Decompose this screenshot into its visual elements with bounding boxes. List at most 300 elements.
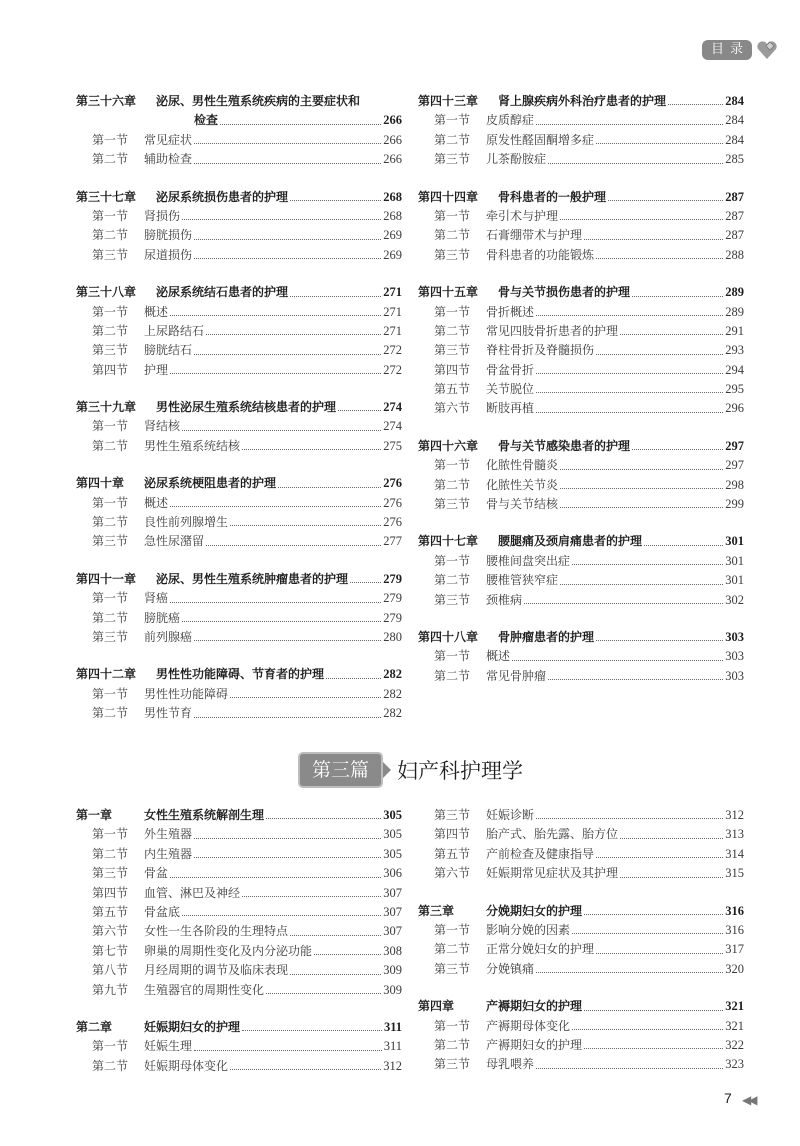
page-ref: 272 — [383, 362, 402, 377]
chapter-number: 第四十一章 — [76, 571, 137, 586]
chapter-row — [418, 902, 744, 921]
page-ref: 271 — [383, 304, 402, 319]
leader-dots — [536, 373, 723, 374]
chapter-number: 第四十六章 — [418, 438, 479, 453]
section-number: 第一节 — [434, 113, 471, 128]
section-row — [418, 1055, 744, 1074]
leader-dots — [170, 315, 381, 316]
leader-dots — [242, 449, 381, 450]
page-ref: 301 — [725, 534, 744, 549]
chapter-title: 泌尿系统梗阻患者的护理 — [144, 476, 277, 491]
section-title: 分娩镇痛 — [486, 961, 535, 976]
section-number: 第二节 — [92, 706, 129, 721]
page-ref: 307 — [383, 885, 402, 900]
section-number: 第二节 — [92, 1058, 129, 1073]
chapter-title: 男性性功能障碍、节育者的护理 — [156, 667, 325, 682]
toc-chapter — [76, 474, 402, 552]
chapter-title: 男性泌尿生殖系统结核患者的护理 — [156, 400, 337, 415]
section-row — [418, 456, 744, 475]
chapter-title: 泌尿系统结石患者的护理 — [156, 285, 289, 300]
section-number: 第一节 — [434, 553, 471, 568]
leader-dots — [536, 818, 723, 819]
section-row — [76, 131, 402, 150]
leader-dots — [170, 602, 381, 603]
page-ref: 311 — [383, 1039, 402, 1054]
section-row — [418, 322, 744, 341]
section-number: 第一节 — [92, 686, 129, 701]
section-title: 产褥期妇女的护理 — [486, 1037, 583, 1052]
section-title: 妊娠期常见症状及其护理 — [486, 866, 619, 881]
page-ref: 303 — [725, 668, 744, 683]
page-ref: 274 — [383, 400, 402, 415]
chapter-title: 泌尿系统损伤患者的护理 — [156, 189, 289, 204]
section-row — [418, 591, 744, 610]
section-title: 卵巢的周期性变化及内分泌功能 — [144, 943, 313, 958]
section-row — [76, 884, 402, 903]
section-row — [418, 226, 744, 245]
leader-dots — [536, 1068, 723, 1069]
section-number: 第五节 — [92, 904, 129, 919]
section-title: 石膏绷带术与护理 — [486, 228, 583, 243]
page-ref: 315 — [725, 866, 744, 881]
section-title: 原发性醛固酮增多症 — [486, 132, 595, 147]
section-title: 护理 — [144, 362, 169, 377]
page-ref: 271 — [383, 323, 402, 338]
page-ref: 282 — [383, 706, 402, 721]
toc-chapter — [418, 997, 744, 1075]
section-number: 第二节 — [434, 942, 471, 957]
section-row — [418, 495, 744, 514]
section-row — [76, 150, 402, 169]
chapter-title: 骨与关节损伤患者的护理 — [498, 285, 631, 300]
leader-dots — [182, 621, 381, 622]
chapter-row — [418, 997, 744, 1016]
page-ref: 284 — [725, 93, 744, 108]
toc-chapter — [76, 570, 402, 648]
leader-dots — [290, 935, 381, 936]
section-row — [76, 1037, 402, 1056]
section-row — [418, 207, 744, 226]
section-number: 第五节 — [434, 382, 471, 397]
section-number: 第六节 — [434, 866, 471, 881]
section-row — [418, 150, 744, 169]
toc-chapter — [418, 188, 744, 266]
toc-column-top-left — [76, 92, 402, 742]
page-ref: 279 — [383, 610, 402, 625]
page-number: 7 — [724, 1090, 732, 1106]
chapter-title: 骨科患者的一般护理 — [498, 189, 607, 204]
section-number: 第二节 — [434, 323, 471, 338]
leader-dots — [596, 258, 723, 259]
part-heading — [298, 752, 523, 788]
chapter-number: 第一章 — [76, 807, 113, 822]
section-title: 月经周期的调节及临床表现 — [144, 963, 289, 978]
chapter-number: 第四十三章 — [418, 93, 479, 108]
leader-dots — [596, 953, 723, 954]
page-ref: 295 — [725, 382, 744, 397]
chapter-number: 第四十七章 — [418, 534, 479, 549]
section-title: 急性尿潴留 — [144, 534, 205, 549]
chapter-row — [418, 283, 744, 302]
section-row — [76, 341, 402, 360]
page-ref: 321 — [725, 999, 744, 1014]
section-row — [76, 207, 402, 226]
leader-dots — [170, 506, 381, 507]
part-label: 第三篇 — [298, 752, 383, 788]
section-row — [76, 417, 402, 436]
page-ref: 279 — [383, 571, 402, 586]
section-number: 第八节 — [92, 963, 129, 978]
toc-column-top-right — [418, 92, 744, 704]
page-ref: 314 — [725, 846, 744, 861]
page-ref: 313 — [725, 827, 744, 842]
part-name: 妇产科护理学 — [397, 759, 524, 783]
section-number: 第三节 — [92, 866, 129, 881]
page-ref: 307 — [383, 924, 402, 939]
chapter-number: 第三十九章 — [76, 400, 137, 415]
section-title: 常见四肢骨折患者的护理 — [486, 323, 619, 338]
page-ref: 312 — [383, 1058, 402, 1073]
section-title: 上尿路结石 — [144, 323, 205, 338]
section-title: 外生殖器 — [144, 827, 193, 842]
section-row — [418, 380, 744, 399]
page-ref: 287 — [725, 228, 744, 243]
section-title: 颈椎病 — [486, 592, 523, 607]
section-title: 产褥期母体变化 — [486, 1018, 571, 1033]
leader-dots — [536, 315, 723, 316]
section-number: 第四节 — [92, 885, 129, 900]
page-ref: 291 — [725, 323, 744, 338]
page-ref: 282 — [383, 686, 402, 701]
section-title: 血管、淋巴及神经 — [144, 885, 241, 900]
section-row — [418, 845, 744, 864]
section-row — [76, 589, 402, 608]
section-title: 母乳喂养 — [486, 1057, 535, 1072]
leader-dots — [230, 697, 381, 698]
section-title: 妊娠生理 — [144, 1039, 193, 1054]
section-row — [76, 494, 402, 513]
section-row — [76, 864, 402, 883]
leader-dots — [524, 603, 723, 604]
section-number: 第一节 — [92, 208, 129, 223]
chapter-row — [418, 532, 744, 551]
toc-chapter — [76, 806, 402, 1000]
page-ref: 280 — [383, 629, 402, 644]
section-row — [418, 921, 744, 940]
section-row — [418, 131, 744, 150]
section-number: 第五节 — [434, 846, 471, 861]
section-number: 第七节 — [92, 943, 129, 958]
section-number: 第二节 — [92, 610, 129, 625]
section-row — [76, 513, 402, 532]
toc-chapter — [418, 92, 744, 170]
section-number: 第三节 — [434, 152, 471, 167]
page-ref: 268 — [383, 189, 402, 204]
page-ref: 298 — [725, 477, 744, 492]
section-title: 正常分娩妇女的护理 — [486, 942, 595, 957]
chapter-title: 肾上腺疾病外科治疗患者的护理 — [498, 93, 667, 108]
leader-dots — [584, 239, 723, 240]
chapter-row — [76, 806, 402, 825]
page-ref: 301 — [725, 573, 744, 588]
chapter-row — [418, 628, 744, 647]
toc-chapter — [76, 665, 402, 723]
chapter-title: 产褥期妇女的护理 — [486, 999, 583, 1014]
page-ref: 307 — [383, 904, 402, 919]
section-row — [418, 111, 744, 130]
toc-chapter — [418, 902, 744, 980]
section-title: 妊娠诊断 — [486, 807, 535, 822]
section-title: 胎产式、胎先露、胎方位 — [486, 827, 619, 842]
chapter-row — [418, 188, 744, 207]
leader-dots — [512, 660, 723, 661]
page-ref: 323 — [725, 1057, 744, 1072]
section-number: 第三节 — [92, 629, 129, 644]
section-number: 第三节 — [434, 247, 471, 262]
chapter-number: 第四十二章 — [76, 667, 137, 682]
page-ref: 311 — [383, 1019, 402, 1034]
leader-dots — [266, 993, 381, 994]
leader-dots — [230, 1069, 381, 1070]
leader-dots — [290, 296, 381, 297]
leader-dots — [668, 104, 723, 105]
page-ref: 269 — [383, 228, 402, 243]
leader-dots — [620, 877, 723, 878]
chapter-row — [76, 474, 402, 493]
section-title: 内生殖器 — [144, 846, 193, 861]
section-row — [418, 341, 744, 360]
section-number: 第一节 — [434, 1018, 471, 1033]
section-row — [418, 940, 744, 959]
page-ref: 320 — [725, 961, 744, 976]
page-ref: 284 — [725, 113, 744, 128]
section-row — [76, 845, 402, 864]
page-ref: 316 — [725, 903, 744, 918]
page-ref: 274 — [383, 419, 402, 434]
section-number: 第六节 — [92, 924, 129, 939]
page-ref: 305 — [383, 846, 402, 861]
leader-dots — [620, 334, 723, 335]
section-number: 第九节 — [92, 982, 129, 997]
page-ref: 306 — [383, 866, 402, 881]
section-number: 第三节 — [434, 592, 471, 607]
leader-dots — [194, 143, 381, 144]
page-ref: 287 — [725, 189, 744, 204]
toc-column-bottom-right — [418, 806, 744, 1093]
section-title: 常见骨肿瘤 — [486, 668, 547, 683]
section-title: 脊柱骨折及脊髓损伤 — [486, 343, 595, 358]
page-ref: 266 — [383, 152, 402, 167]
section-title: 皮质醇症 — [486, 113, 535, 128]
page-ref: 276 — [383, 495, 402, 510]
section-title: 概述 — [144, 495, 169, 510]
page-ref: 305 — [383, 807, 402, 822]
chapter-number: 第三章 — [418, 903, 455, 918]
chapter-row — [76, 92, 402, 111]
section-row — [418, 1036, 744, 1055]
section-number: 第一节 — [434, 304, 471, 319]
section-number: 第三节 — [92, 247, 129, 262]
section-number: 第三节 — [434, 343, 471, 358]
double-arrow-left-icon: ◀◀ — [742, 1093, 755, 1107]
chapter-title-continued: 检查 — [194, 113, 219, 128]
toc-chapter — [418, 437, 744, 515]
page-ref: 289 — [725, 285, 744, 300]
toc-chapter — [418, 283, 744, 419]
leader-dots — [194, 354, 381, 355]
section-title: 辅助检查 — [144, 152, 193, 167]
chapter-number: 第三十七章 — [76, 189, 137, 204]
leader-dots — [572, 1029, 723, 1030]
section-number: 第三节 — [434, 807, 471, 822]
section-number: 第二节 — [92, 323, 129, 338]
section-number: 第三节 — [92, 343, 129, 358]
leader-dots — [536, 124, 723, 125]
page-ref: 312 — [725, 807, 744, 822]
section-row — [418, 825, 744, 844]
page-ref: 269 — [383, 247, 402, 262]
leader-dots — [596, 640, 723, 641]
leader-dots — [290, 974, 381, 975]
page-ref: 285 — [725, 152, 744, 167]
section-title: 产前检查及健康指导 — [486, 846, 595, 861]
section-number: 第二节 — [434, 573, 471, 588]
leader-dots — [584, 1048, 723, 1049]
section-number: 第三节 — [434, 961, 471, 976]
leader-dots — [536, 392, 723, 393]
chapter-number: 第四十八章 — [418, 629, 479, 644]
section-title: 断肢再植 — [486, 401, 535, 416]
section-row — [76, 825, 402, 844]
section-number: 第二节 — [92, 228, 129, 243]
section-row — [76, 942, 402, 961]
chapter-row — [76, 188, 402, 207]
chapter-row — [76, 1018, 402, 1037]
leader-dots — [278, 487, 381, 488]
section-number: 第一节 — [92, 827, 129, 842]
chapter-row-continued — [76, 111, 402, 130]
leader-dots — [596, 354, 723, 355]
section-title: 常见症状 — [144, 132, 193, 147]
section-title: 肾癌 — [144, 591, 169, 606]
chapter-title: 泌尿、男性生殖系统疾病的主要症状和 — [156, 93, 361, 108]
section-title: 男性生殖系统结核 — [144, 438, 241, 453]
section-number: 第一节 — [434, 458, 471, 473]
toc-chapter — [418, 532, 744, 610]
leader-dots — [536, 412, 723, 413]
page-ref: 288 — [725, 247, 744, 262]
section-row — [76, 685, 402, 704]
section-row — [418, 864, 744, 883]
leader-dots — [242, 896, 381, 897]
toc-header-badge: 目录 — [702, 40, 752, 60]
leader-dots — [194, 857, 381, 858]
page-ref: 296 — [725, 401, 744, 416]
page-ref: 266 — [383, 113, 402, 128]
page-ref: 316 — [725, 922, 744, 937]
chapter-title: 分娩期妇女的护理 — [486, 903, 583, 918]
section-row — [418, 1017, 744, 1036]
section-number: 第一节 — [434, 649, 471, 664]
leader-dots — [242, 1030, 382, 1031]
leader-dots — [194, 163, 381, 164]
leader-dots — [632, 449, 723, 450]
leader-dots — [548, 163, 723, 164]
section-number: 第三节 — [92, 534, 129, 549]
section-title: 膀胱损伤 — [144, 228, 193, 243]
leader-dots — [206, 334, 381, 335]
section-title: 良性前列腺增生 — [144, 515, 229, 530]
section-number: 第一节 — [92, 495, 129, 510]
page-ref: 277 — [383, 534, 402, 549]
section-row — [76, 628, 402, 647]
page-ref: 308 — [383, 943, 402, 958]
section-number: 第一节 — [92, 132, 129, 147]
leader-dots — [182, 219, 381, 220]
section-row — [418, 246, 744, 265]
section-row — [418, 303, 744, 322]
section-row — [76, 532, 402, 551]
page-ref: 287 — [725, 208, 744, 223]
section-row — [418, 960, 744, 979]
page-ref: 282 — [383, 667, 402, 682]
leader-dots — [548, 679, 723, 680]
section-number: 第二节 — [92, 438, 129, 453]
section-row — [76, 226, 402, 245]
page-ref: 284 — [725, 132, 744, 147]
toc-chapter — [418, 806, 744, 884]
chapter-number: 第四十四章 — [418, 189, 479, 204]
leader-dots — [560, 219, 723, 220]
section-title: 骨科患者的功能锻炼 — [486, 247, 595, 262]
toc-column-bottom-left — [76, 806, 402, 1094]
section-row — [76, 437, 402, 456]
section-number: 第四节 — [434, 362, 471, 377]
page-ref: 317 — [725, 942, 744, 957]
chapter-number: 第四十章 — [76, 476, 125, 491]
page-ref: 321 — [725, 1018, 744, 1033]
page-ref: 289 — [725, 304, 744, 319]
leader-dots — [338, 410, 381, 411]
section-number: 第四节 — [92, 362, 129, 377]
section-row — [418, 571, 744, 590]
leader-dots — [560, 507, 723, 508]
section-number: 第一节 — [434, 922, 471, 937]
section-row — [418, 647, 744, 666]
section-number: 第一节 — [434, 208, 471, 223]
section-title: 女性一生各阶段的生理特点 — [144, 924, 289, 939]
section-number: 第一节 — [92, 591, 129, 606]
section-row — [418, 476, 744, 495]
section-number: 第二节 — [434, 132, 471, 147]
leader-dots — [560, 488, 723, 489]
section-title: 男性性功能障碍 — [144, 686, 229, 701]
chapter-title: 腰腿痛及颈肩痛患者的护理 — [498, 534, 643, 549]
section-row — [76, 609, 402, 628]
section-title: 关节脱位 — [486, 382, 535, 397]
page-ref: 309 — [383, 963, 402, 978]
toc-chapter — [76, 283, 402, 380]
leader-dots — [620, 838, 723, 839]
page-ref: 302 — [725, 592, 744, 607]
section-title: 肾结核 — [144, 419, 181, 434]
section-number: 第一节 — [92, 1039, 129, 1054]
section-title: 儿茶酚胺症 — [486, 152, 547, 167]
leader-dots — [266, 818, 381, 819]
section-number: 第二节 — [92, 515, 129, 530]
toc-chapter — [418, 628, 744, 686]
leader-dots — [314, 954, 381, 955]
